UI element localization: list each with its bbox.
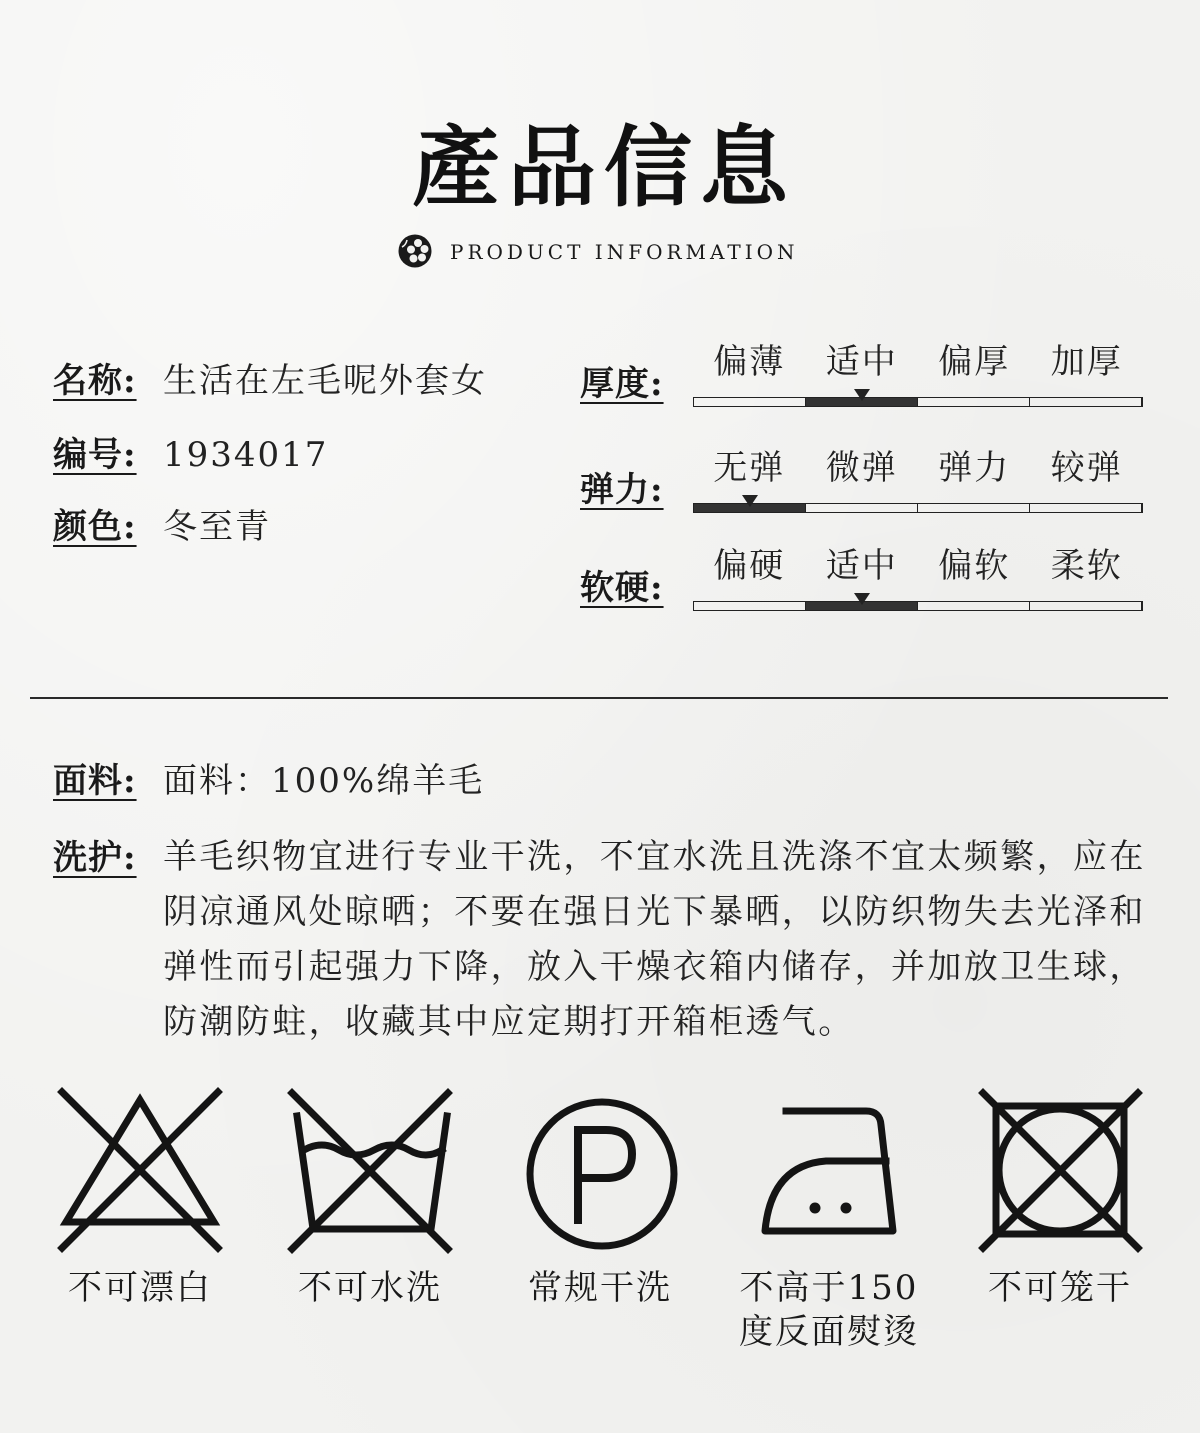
scale-option: 偏硬 [713, 546, 786, 586]
color-value: 冬至青 [163, 507, 271, 547]
care-symbol-label-line: 不可水洗 [298, 1268, 442, 1308]
scale-option: 偏软 [938, 546, 1011, 586]
care-symbol-label-line: 常规干洗 [528, 1268, 672, 1308]
elasticity-bar [693, 503, 1143, 513]
scale-option: 偏厚 [938, 342, 1011, 382]
care-text-line: 防潮防蛀，收藏其中应定期打开箱柜透气。 [163, 1002, 855, 1042]
fabric-row [53, 761, 1173, 801]
scale-option: 偏薄 [713, 342, 786, 382]
care-symbols [0, 1080, 1200, 1260]
softness-scale [580, 546, 1144, 626]
care-text-line: 阴凉通风处晾晒；不要在强日光下暴晒，以防织物失去光泽和 [163, 892, 1146, 932]
bar-segment [1030, 398, 1142, 406]
softness-bar [693, 601, 1143, 611]
info-row-name [53, 361, 553, 401]
iron-label [709, 1266, 949, 1354]
care-row [53, 830, 1173, 1050]
scale-option: 较弹 [1050, 448, 1123, 488]
softness-label: 软硬: [580, 568, 664, 608]
thickness-label: 厚度: [580, 364, 664, 404]
bar-segment [918, 504, 1030, 512]
fabric-value: 面料：100%绵羊毛 [163, 761, 485, 801]
no-bleach-icon [62, 1092, 218, 1248]
elasticity-label: 弹力: [580, 470, 664, 510]
no-wash-icon [292, 1093, 448, 1249]
level-marker-icon [742, 495, 758, 507]
no-tumble-dry-icon [983, 1093, 1138, 1248]
color-label: 颜色: [53, 507, 137, 547]
fabric-label: 面料: [53, 761, 137, 801]
care-text-line: 羊毛织物宜进行专业干洗，不宜水洗且洗涤不宜太频繁，应在 [163, 837, 1146, 877]
info-row-code [53, 435, 553, 475]
bar-segment [918, 398, 1030, 406]
care-symbol-label-line: 不高于150 [739, 1268, 919, 1308]
care-symbol-label-line: 度反面熨烫 [739, 1312, 919, 1352]
level-marker-icon [854, 389, 870, 401]
page-subtitle: PRODUCT INFORMATION [450, 240, 799, 264]
thickness-scale [580, 342, 1144, 422]
no-wash-label [250, 1266, 490, 1310]
scale-option: 加厚 [1050, 342, 1123, 382]
dry-clean-label [480, 1266, 720, 1310]
scale-option: 适中 [825, 342, 898, 382]
scale-option: 柔软 [1050, 546, 1123, 586]
flower-logo-icon [397, 233, 433, 269]
dry-clean-icon [530, 1102, 674, 1246]
scale-option: 无弹 [713, 448, 786, 488]
softness-options [693, 546, 1143, 586]
level-marker-icon [854, 593, 870, 605]
thickness-options [693, 342, 1143, 382]
elasticity-options [693, 448, 1143, 488]
care-text [163, 830, 1146, 1050]
page-title: 產品信息 [411, 115, 796, 219]
no-bleach-label [20, 1266, 260, 1310]
thickness-bar [693, 397, 1143, 407]
bar-segment [694, 398, 806, 406]
name-label: 名称: [53, 361, 137, 401]
scale-option: 微弹 [825, 448, 898, 488]
bar-segment [806, 504, 918, 512]
scale-option: 弹力 [938, 448, 1011, 488]
bar-segment [1030, 504, 1142, 512]
care-text-line: 弹性而引起强力下降，放入干燥衣箱内储存，并加放卫生球， [163, 947, 1146, 987]
no-tumble-dry-label [940, 1266, 1180, 1310]
bar-segment [694, 602, 806, 610]
code-label: 编号: [53, 435, 137, 475]
elasticity-scale [580, 448, 1144, 528]
care-symbol-label-line: 不可漂白 [68, 1268, 212, 1308]
care-label: 洗护: [53, 838, 137, 878]
bar-segment [1030, 602, 1142, 610]
care-symbol-label-line: 不可笼干 [988, 1268, 1132, 1308]
section-divider [30, 697, 1168, 699]
scale-option: 适中 [825, 546, 898, 586]
name-value: 生活在左毛呢外套女 [163, 361, 487, 401]
code-value: 1934017 [163, 435, 329, 475]
info-row-color [53, 507, 553, 547]
iron-low-heat-icon [765, 1111, 893, 1231]
bar-segment [918, 602, 1030, 610]
